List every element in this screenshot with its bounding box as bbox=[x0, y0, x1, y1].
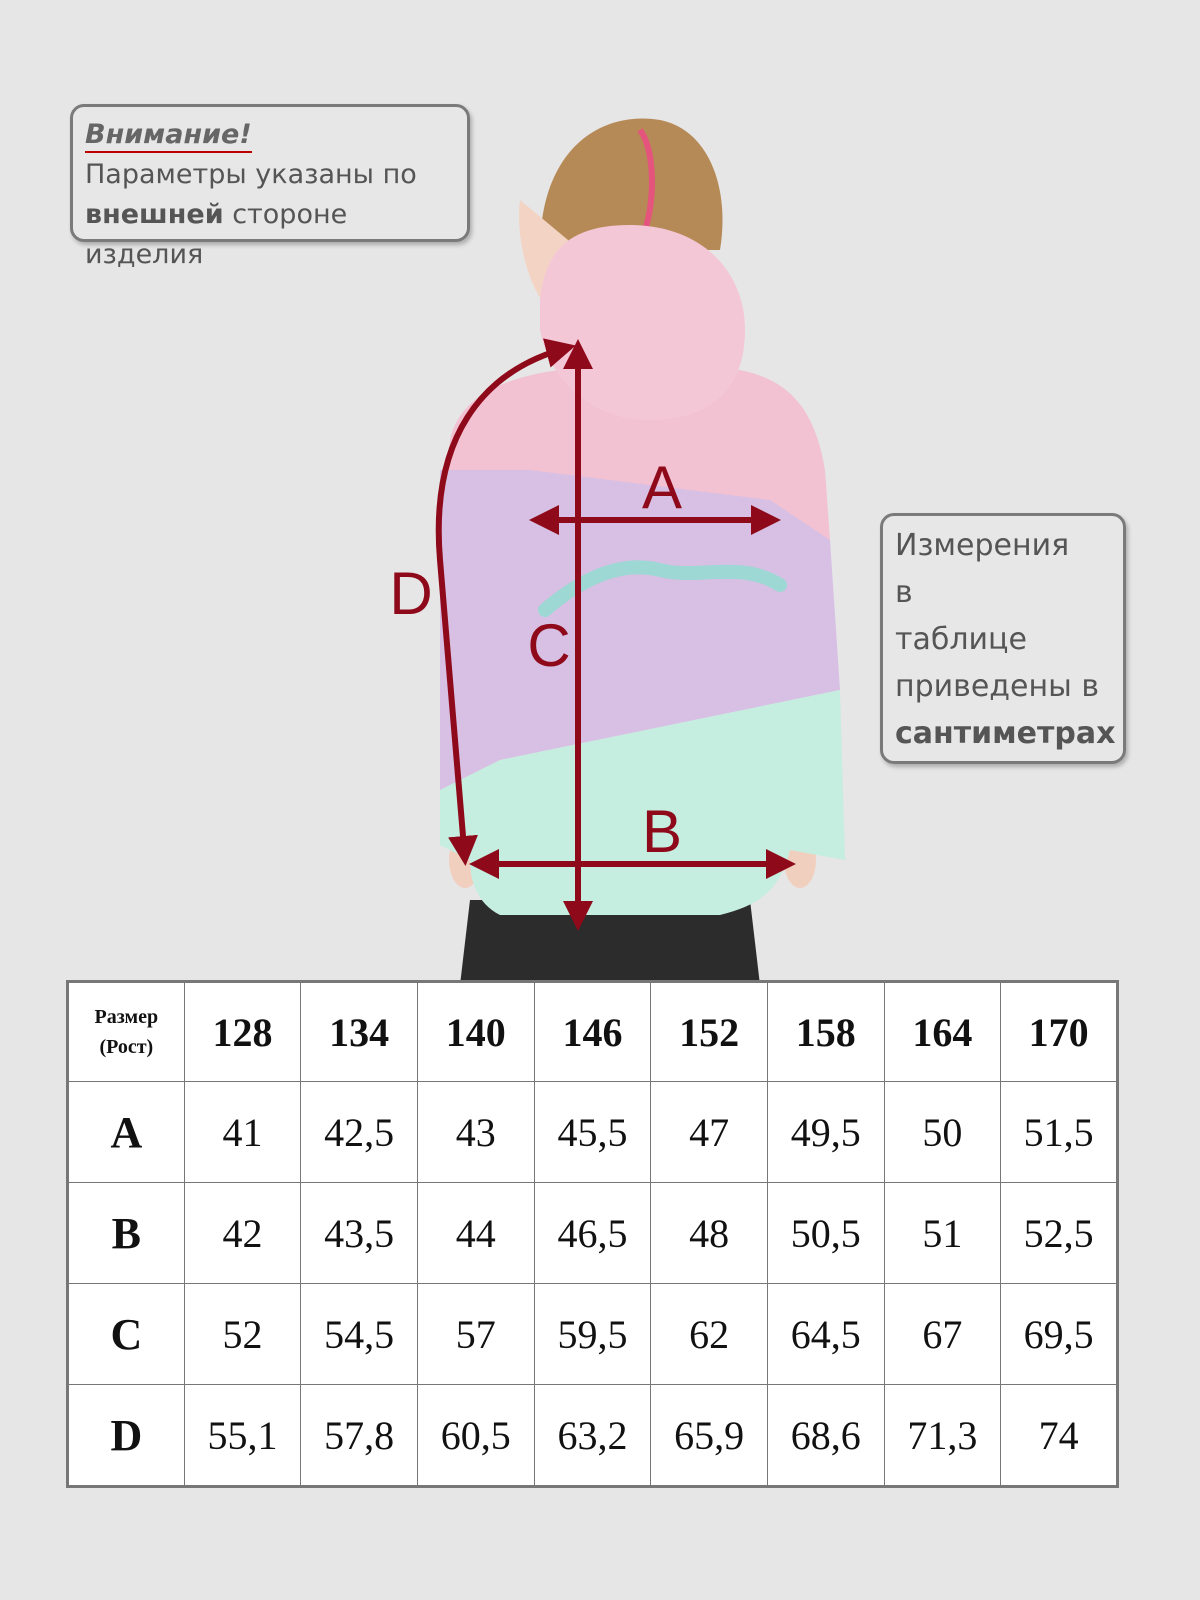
row-label: B bbox=[68, 1183, 185, 1284]
header-label-height: (Рост) bbox=[99, 1036, 154, 1058]
table-cell: 52,5 bbox=[1001, 1183, 1118, 1284]
table-cell: 52 bbox=[184, 1284, 301, 1385]
table-cell: 47 bbox=[651, 1082, 768, 1183]
header-label-size: Размер bbox=[94, 1006, 159, 1028]
table-cell: 42 bbox=[184, 1183, 301, 1284]
row-label: A bbox=[68, 1082, 185, 1183]
table-cell: 74 bbox=[1001, 1385, 1118, 1487]
table-cell: 44 bbox=[417, 1183, 534, 1284]
warning-title: Внимание! bbox=[85, 119, 252, 153]
table-cell: 41 bbox=[184, 1082, 301, 1183]
size-header: 152 bbox=[651, 982, 768, 1082]
table-cell: 48 bbox=[651, 1183, 768, 1284]
warning-rest: стороне изделия bbox=[85, 199, 348, 270]
row-label: C bbox=[68, 1284, 185, 1385]
size-table bbox=[66, 980, 1119, 1488]
label-a: A bbox=[641, 454, 683, 521]
size-header: 170 bbox=[1001, 982, 1118, 1082]
size-header: 146 bbox=[534, 982, 651, 1082]
table-row bbox=[68, 1385, 1118, 1487]
table-cell: 57 bbox=[417, 1284, 534, 1385]
label-b: B bbox=[641, 798, 683, 865]
table-cell: 55,1 bbox=[184, 1385, 301, 1487]
size-header: 158 bbox=[767, 982, 884, 1082]
table-cell: 50,5 bbox=[767, 1183, 884, 1284]
table-cell: 54,5 bbox=[301, 1284, 418, 1385]
units-bold: сантиметрах bbox=[895, 716, 1116, 751]
units-line1: Измерения bbox=[895, 528, 1070, 563]
units-line4: приведены в bbox=[895, 669, 1100, 704]
table-cell: 51,5 bbox=[1001, 1082, 1118, 1183]
table-cell: 65,9 bbox=[651, 1385, 768, 1487]
table-cell: 69,5 bbox=[1001, 1284, 1118, 1385]
label-d: D bbox=[389, 560, 433, 627]
units-line3: таблице bbox=[895, 622, 1027, 657]
table-cell: 60,5 bbox=[417, 1385, 534, 1487]
table-cell: 50 bbox=[884, 1082, 1001, 1183]
table-row bbox=[68, 1284, 1118, 1385]
size-header: 128 bbox=[184, 982, 301, 1082]
table-cell: 51 bbox=[884, 1183, 1001, 1284]
table-cell: 57,8 bbox=[301, 1385, 418, 1487]
table-cell: 46,5 bbox=[534, 1183, 651, 1284]
table-cell: 63,2 bbox=[534, 1385, 651, 1487]
table-cell: 67 bbox=[884, 1284, 1001, 1385]
label-c: C bbox=[527, 612, 571, 679]
table-cell: 43 bbox=[417, 1082, 534, 1183]
warning-line2 bbox=[85, 195, 455, 275]
table-cell: 42,5 bbox=[301, 1082, 418, 1183]
table-cell: 49,5 bbox=[767, 1082, 884, 1183]
size-header: 140 bbox=[417, 982, 534, 1082]
table-cell: 59,5 bbox=[534, 1284, 651, 1385]
units-note bbox=[880, 513, 1126, 764]
warning-note bbox=[70, 104, 470, 270]
table-cell: 43,5 bbox=[301, 1183, 418, 1284]
units-line2: в bbox=[895, 575, 913, 610]
table-row bbox=[68, 1183, 1118, 1284]
warning-bold: внешней bbox=[85, 199, 224, 230]
size-header: 134 bbox=[301, 982, 418, 1082]
table-cell: 64,5 bbox=[767, 1284, 884, 1385]
table-cell: 62 bbox=[651, 1284, 768, 1385]
table-row bbox=[68, 1082, 1118, 1183]
header-label bbox=[68, 982, 185, 1082]
table-header-row bbox=[68, 982, 1118, 1082]
warning-line1: Параметры указаны по bbox=[85, 159, 417, 190]
size-header: 164 bbox=[884, 982, 1001, 1082]
row-label: D bbox=[68, 1385, 185, 1487]
table-cell: 45,5 bbox=[534, 1082, 651, 1183]
table-cell: 68,6 bbox=[767, 1385, 884, 1487]
table-cell: 71,3 bbox=[884, 1385, 1001, 1487]
